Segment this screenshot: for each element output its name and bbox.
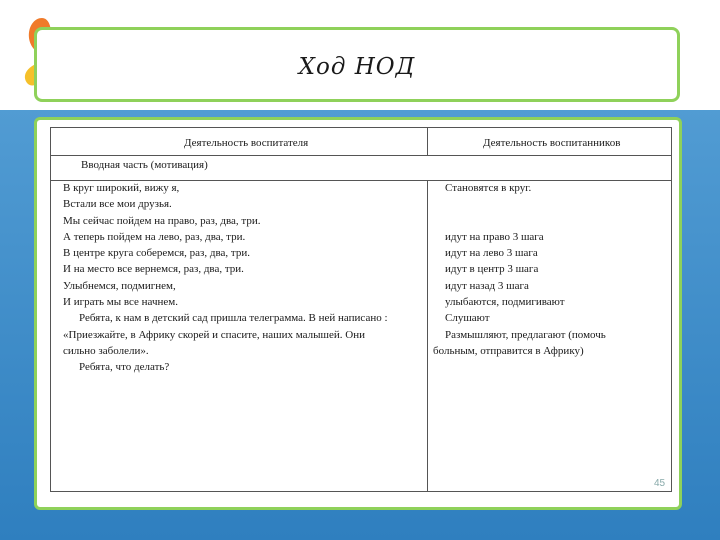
pupils-line	[433, 213, 669, 229]
pupils-line: Становятся в круг.	[445, 182, 532, 194]
teacher-line: Мы сейчас пойдем на право, раз, два, три.	[63, 214, 261, 227]
teacher-line: А теперь пойдем на лево, раз, два, три.	[63, 230, 246, 243]
table-intro-row	[51, 155, 671, 181]
slide-title: Ход НОД	[298, 54, 416, 80]
teacher-line: В круг широкий, вижу я,	[63, 182, 180, 194]
pupils-line: Размышляют, предлагают (помочь	[445, 328, 606, 341]
pupils-line: идут на лево 3 шага	[445, 247, 538, 260]
column-divider	[427, 180, 428, 491]
teacher-line: Встали все мои друзья.	[63, 198, 172, 211]
header-teacher-activity: Деятельность воспитателя	[184, 137, 309, 149]
teacher-line: Ребята, к нам в детский сад пришла телеграмма. В ней написано :	[79, 312, 388, 325]
pupils-line: идут в центр 3 шага	[445, 263, 539, 276]
pupils-line: идут назад 3 шага	[445, 279, 529, 292]
pupils-line: Слушают	[445, 312, 490, 325]
teacher-line: «Приезжайте, в Африку скорей и спасите, наших малышей. Они	[63, 328, 365, 341]
header-pupils-activity: Деятельность воспитанников	[483, 137, 621, 149]
teacher-line: сильно заболели».	[63, 344, 149, 357]
teacher-line: Ребята, что делать?	[79, 361, 170, 374]
column-divider	[427, 128, 428, 155]
teacher-line: В центре круга соберемся, раз, два, три.	[63, 247, 250, 260]
teacher-activity-column	[63, 180, 423, 376]
teacher-line: И на место все вернемся, раз, два, три.	[63, 263, 244, 276]
pupils-line: улыбаются, подмигивают	[445, 296, 565, 309]
teacher-line: И играть мы все начнем.	[63, 296, 178, 309]
teacher-line: Улыбнемся, подмигнем,	[63, 279, 176, 292]
activity-table	[50, 127, 672, 492]
intro-section-label: Вводная часть (мотивация)	[81, 159, 208, 171]
page-number: 45	[654, 478, 666, 489]
pupils-line: идут на право 3 шага	[445, 230, 544, 243]
table-header-row	[51, 128, 671, 156]
title-panel	[34, 27, 680, 102]
pupils-line: больным, отправится в Африку)	[433, 344, 584, 357]
pupils-activity-column	[433, 180, 669, 359]
pupils-line	[433, 196, 669, 212]
